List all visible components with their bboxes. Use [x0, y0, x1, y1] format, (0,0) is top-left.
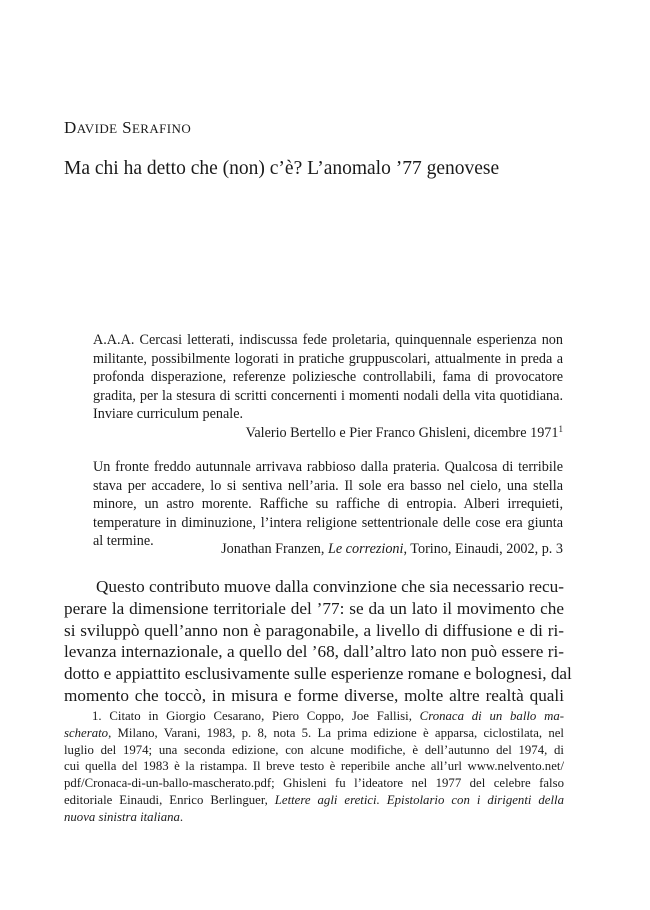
footnote-italic: nuova sinistra italiana [64, 809, 180, 824]
footnote-line [64, 725, 564, 742]
footnote-italic: Lettere agli eretici. Epistolario con i dirigenti della [274, 792, 564, 807]
footnote-line [64, 809, 564, 826]
footnote [64, 708, 564, 826]
body-line: levanza internazionale, a quello del ’68, dall’altro lato non può essere ri- [64, 642, 564, 662]
footnote-line [64, 792, 564, 809]
footnote-italic: Cronaca di un ballo ma- [419, 709, 564, 723]
author-initial: D [64, 118, 77, 137]
footnote-italic: scherato [64, 725, 109, 740]
footnote-line: cui quella del 1983 è la ristampa. Il breve testo è reperibile anche all’url www.nelvento.net/ [64, 759, 564, 774]
body-line: Questo contributo muove dalla convinzione che sia necessario recu- [96, 577, 564, 596]
epigraph-attribution [221, 540, 563, 559]
author-initial: S [122, 118, 132, 137]
body-paragraph [64, 576, 572, 707]
body-line: si sviluppò quell’anno non è paragonabile, a livello di diffusione e di ri- [64, 620, 564, 640]
footnote-text: 1. Citato in Giorgio Cesarano, Piero Coppo, Joe Fallisi, [92, 709, 420, 723]
footnote-line: luglio del 1974; una seconda edizione, con alcune modifiche, è dell’autunno del 1974, di [64, 742, 564, 757]
footnote-text: editoriale Einaudi, Enrico Berlinguer, [64, 792, 275, 807]
attribution-work: Le correzioni [327, 541, 404, 557]
chapter-title: Ma chi ha detto che (non) c’è? L’anomalo ’77 genovese [64, 158, 500, 179]
body-line: momento che toccò, in misura e forme diverse, molte altre realtà quali [64, 685, 564, 705]
author-last-name-rest: ERAFINO [131, 121, 192, 136]
footnote-marker[interactable]: 1 [558, 424, 563, 434]
author-first-name-rest: AVIDE [76, 121, 118, 136]
author-name [64, 118, 191, 138]
footnote-line [64, 708, 564, 725]
attribution-author: Jonathan Franzen, [221, 541, 328, 557]
epigraph-text: Un fronte freddo autunnale arrivava rabbioso dalla prateria. Qualcosa di terribile stava per accadere, lo si sentiva nell’aria. Il sole era basso nel cielo, una stella minore, un astro morente. Raffiche su raffiche di entropia. Alberi irrequieti, temperature in diminuzione, l’intera religione settentrionale delle cose era giunta al termine. [93, 459, 563, 549]
footnote-line: pdf/Cronaca-di-un-ballo-mascherato.pdf; Ghisleni fu l’ideatore nel 1977 del celebre falso [64, 776, 564, 791]
attribution-rest: , Torino, Einaudi, 2002, p. 3 [403, 541, 563, 557]
body-line: dotto e appiattito esclusivamente sulle esperienze romane e bolognesi, dal [64, 664, 572, 684]
footnote-text: , Milano, Varani, 1983, p. 8, nota 5. La prima edizione è apparsa, ciclostilata, nel [108, 725, 564, 740]
footnote-text: . [179, 809, 184, 824]
attribution-text: Valerio Bertello e Pier Franco Ghisleni, dicembre 1971 [245, 425, 559, 441]
body-line: perare la dimensione territoriale del ’77: se da un lato il movimento che [64, 598, 564, 618]
epigraph-attribution [246, 424, 563, 443]
epigraph-1 [93, 331, 563, 441]
epigraph-2 [93, 458, 563, 557]
epigraph-text: A.A.A. Cercasi letterati, indiscussa fede proletaria, quinquennale esperienza non militante, possibilmente logorati in pratiche gruppuscolari, attualmente in preda a profonda disperazione, referenze poliziesche controllabili, fama di provocatore gradita, per la stesura di scritti concernenti i momenti nodali della vita quotidiana. Inviare curriculum penale. [93, 332, 563, 422]
